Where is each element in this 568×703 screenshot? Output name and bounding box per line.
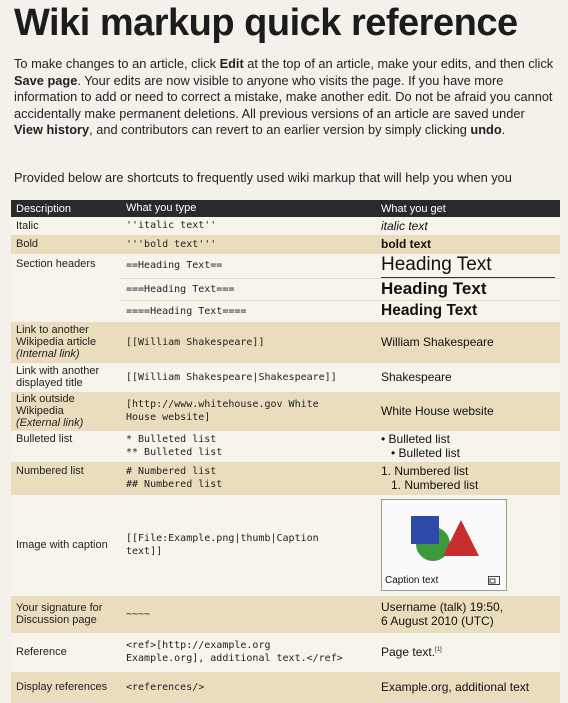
heading-2-sample: Heading Text — [381, 254, 555, 278]
provided-text: Provided below are shortcuts to frequently used wiki markup that will help you when you — [14, 170, 512, 185]
table-row — [11, 494, 560, 596]
table-row — [11, 253, 560, 278]
row-desc-signature: Your signature for Discussion page — [11, 596, 121, 632]
intro-text-1: To make changes to an article, click — [14, 56, 220, 71]
table-header-row — [11, 200, 560, 217]
intro-text-2: at the top of an article, make your edits, and then click — [243, 56, 554, 71]
row-desc-italic: Italic — [11, 217, 121, 235]
row-get-italic: italic text — [376, 217, 560, 235]
row-type-signature: ~~~~ — [121, 596, 376, 632]
table-row — [11, 430, 560, 462]
row-type-reference — [121, 632, 376, 672]
row-desc-internal-link — [11, 322, 121, 362]
bulleted-get-1: • Bulleted list — [381, 432, 450, 446]
header-description: Description — [11, 200, 121, 217]
enlarge-icon[interactable] — [488, 576, 500, 585]
table-row — [11, 322, 560, 362]
row-type-numbered — [121, 462, 376, 494]
row-get-heading-3: Heading Text — [376, 278, 560, 300]
table-row — [11, 632, 560, 672]
external-link-type-1: [http://www.whitehouse.gov White — [126, 399, 319, 410]
row-type-heading-4: ====Heading Text==== — [121, 300, 376, 322]
row-type-external-link — [121, 392, 376, 430]
intro-text-4: , and contributors can revert to an earlier version by simply clicking — [89, 122, 471, 138]
intro-paragraph — [14, 56, 554, 139]
reference-type-2: Example.org], additional text.</ref> — [126, 653, 343, 664]
row-get-bold: bold text — [376, 235, 560, 253]
numbered-type-2: ## Numbered list — [126, 479, 223, 490]
blue-square — [411, 516, 439, 544]
numbered-get-2: 1. Numbered list — [391, 478, 479, 492]
row-type-italic: ''italic text'' — [121, 217, 376, 235]
external-link-desc: Link outside Wikipedia — [16, 393, 75, 417]
row-get-external-link: White House website — [376, 392, 560, 430]
row-type-heading-2: ==Heading Text== — [121, 253, 376, 278]
row-type-internal-link: [[William Shakespeare]] — [121, 322, 376, 362]
reference-get: Page text. — [381, 645, 436, 659]
bulleted-type-1: * Bulleted list — [126, 434, 217, 445]
row-get-bulleted — [376, 430, 560, 462]
bulleted-get-2: • Bulleted list — [391, 446, 460, 460]
row-type-image — [121, 494, 376, 596]
reference-type-1: <ref>[http://example.org — [126, 640, 271, 651]
row-get-signature — [376, 596, 560, 632]
row-type-bulleted — [121, 430, 376, 462]
row-desc-reference: Reference — [11, 632, 121, 672]
internal-link-note: (Internal link) — [16, 348, 80, 360]
row-type-displayed-title: [[William Shakespeare|Shakespeare]] — [121, 362, 376, 392]
table-row — [11, 235, 560, 253]
signature-get-2: 6 August 2010 (UTC) — [381, 614, 494, 628]
row-get-numbered — [376, 462, 560, 494]
thumbnail-frame — [381, 499, 507, 591]
row-desc-section: Section headers — [11, 253, 121, 322]
signature-get-1: Username (talk) 19:50, — [381, 600, 504, 614]
bulleted-type-2: ** Bulleted list — [126, 447, 223, 458]
undo-term: undo — [470, 122, 502, 138]
row-desc-displayed-title: Link with another displayed title — [11, 362, 121, 392]
view-history-term: View history — [14, 122, 90, 138]
save-page-term: Save page — [14, 72, 78, 88]
intro-text-3: . Your edits are now visible to anyone who visits the page. If you have more information to add or need to correct a mistake, make another edit. Do not be afraid you cannot accidentally make permanent deletions. All previous versions of an article are saved under — [14, 72, 553, 121]
row-get-image — [376, 494, 560, 596]
row-desc-image: Image with caption — [11, 494, 121, 596]
row-desc-numbered: Numbered list — [11, 462, 121, 494]
row-get-reference — [376, 632, 560, 672]
row-type-heading-3: ===Heading Text=== — [121, 278, 376, 300]
table-row — [11, 392, 560, 430]
row-get-internal-link: William Shakespeare — [376, 322, 560, 362]
table-row — [11, 672, 560, 702]
row-get-displayed-title: Shakespeare — [376, 362, 560, 392]
row-get-heading-2 — [376, 253, 560, 278]
row-type-display-references: <references/> — [121, 672, 376, 702]
row-desc-display-references: Display references — [11, 672, 121, 702]
page-title: Wiki markup quick reference — [14, 2, 518, 44]
internal-link-desc: Link to another Wikipedia article — [16, 324, 97, 348]
row-desc-bulleted: Bulleted list — [11, 430, 121, 462]
header-what-you-type: What you type — [121, 200, 376, 217]
row-get-heading-4: Heading Text — [376, 300, 560, 322]
header-what-you-get: What you get — [376, 200, 560, 217]
numbered-type-1: # Numbered list — [126, 466, 217, 477]
numbered-get-1: 1. Numbered list — [381, 464, 469, 478]
thumbnail-caption: Caption text — [385, 575, 439, 586]
row-desc-bold: Bold — [11, 235, 121, 253]
table-row — [11, 362, 560, 392]
row-get-display-references: Example.org, additional text — [376, 672, 560, 702]
image-type-1: [[File:Example.png|thumb|Caption — [126, 533, 319, 544]
row-desc-external-link — [11, 392, 121, 430]
external-link-type-2: House website] — [126, 412, 211, 423]
edit-term: Edit — [219, 56, 244, 71]
table-row — [11, 596, 560, 632]
intro-text-5: . — [501, 122, 506, 138]
row-type-bold: '''bold text''' — [121, 235, 376, 253]
reference-superscript: [1] — [435, 647, 442, 653]
example-shapes-image — [389, 506, 497, 566]
external-link-note: (External link) — [16, 417, 84, 429]
markup-reference-table — [11, 200, 560, 703]
table-row — [11, 217, 560, 235]
image-type-2: text]] — [126, 546, 163, 557]
table-row — [11, 462, 560, 494]
